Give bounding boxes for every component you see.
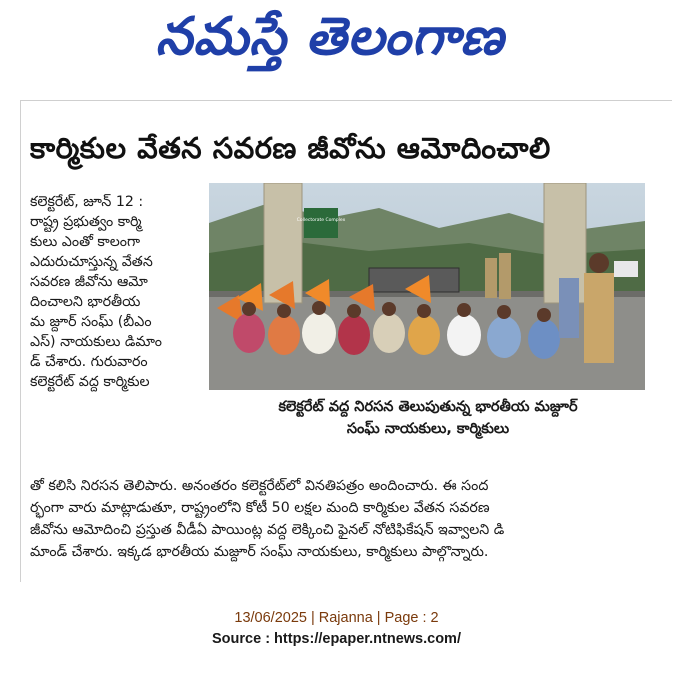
column-line: ఎస్‌) నాయకులు డిమాం	[30, 334, 162, 350]
signboard-text: Collectorate Complex	[296, 218, 346, 223]
article-headline: కార్మికుల వేతన సవరణ జీవోను ఆమోదించాలి	[30, 131, 551, 165]
body-line: మాండ్‌ చేశారు. ఇక్కడ భారతీయ మజ్దూర్‌ సంఘ్‌ నాయకులు, కార్మికులు పాల్గొన్నారు.	[30, 544, 489, 560]
protester-head	[382, 302, 396, 316]
protester	[302, 312, 336, 354]
police-officer	[485, 258, 497, 298]
police-officer	[499, 253, 511, 299]
protester-head	[417, 304, 431, 318]
column-line: ఎదురుచూస్తున్న వేతన	[30, 254, 153, 270]
edition-meta: 13/06/2025 | Rajanna | Page : 2	[234, 610, 439, 626]
protester-head	[242, 302, 256, 316]
protester	[408, 315, 440, 355]
photo-caption	[218, 396, 638, 440]
column-line: కలెక్టరేట్‌ వద్ద కార్మికుల	[30, 374, 150, 390]
column-line: దించాలని భారతీయ	[30, 294, 141, 310]
column-line: కులు ఎంతో కాలంగా	[30, 234, 141, 250]
protester	[373, 313, 405, 353]
protest-photo	[209, 183, 645, 390]
protester-head	[312, 301, 326, 315]
protester-head	[347, 304, 361, 318]
masthead	[0, 0, 673, 78]
collectorate-signboard	[304, 208, 338, 238]
standing-officer	[584, 273, 614, 363]
column-line: సవరణ జీవోను ఆమో	[30, 274, 148, 290]
source-link[interactable]: Source : https://epaper.ntnews.com/	[212, 631, 461, 647]
protester	[528, 319, 560, 359]
protester	[447, 314, 481, 356]
column-line: మ జ్దూర్‌ సంఘ్‌ (బీఎం	[30, 314, 152, 330]
body-line: తో కలిసి నిరసన తెలిపారు. అనంతరం కలెక్టరేట్‌లో వినతిపత్రం అందించారు. ఈ సంద	[30, 478, 489, 494]
officer-head	[589, 253, 609, 273]
protester	[487, 316, 521, 358]
protester-head	[537, 308, 551, 322]
protester	[338, 315, 370, 355]
footer	[0, 608, 673, 650]
protester-head	[497, 305, 511, 319]
protester	[233, 313, 265, 353]
parked-car	[614, 261, 638, 277]
column-line: రాష్ట్ర ప్రభుత్వం కార్మి	[30, 214, 142, 230]
protester-head	[457, 303, 471, 317]
gate-pillar-left	[264, 183, 302, 303]
protester	[268, 315, 300, 355]
newspaper-logo: నమస్తే తెలంగాణ	[155, 7, 505, 67]
column-line: కలెక్టరేట్‌, జూన్‌ 12 :	[30, 194, 144, 210]
caption-line: సంఘ్‌ నాయకులు, కార్మికులు	[346, 421, 510, 437]
body-line: ర్భంగా వారు మాట్లాడుతూ, రాష్ట్రంలోని కోటీ 50 లక్షల మంది కార్మికుల వేతన సవరణ	[30, 500, 490, 516]
caption-line: కలెక్టరేట్‌ వద్ద నిరసన తెలుపుతున్న భారతీయ మజ్దూర్‌	[278, 399, 578, 415]
protester-head	[277, 304, 291, 318]
column-line: డ్‌ చేశారు. గురువారం	[30, 354, 148, 370]
standing-person	[559, 278, 579, 338]
article-column	[30, 192, 200, 392]
article-body	[30, 475, 645, 563]
body-line: జీవోను ఆమోదించి ప్రస్తుత వీడీఏ పాయింట్ల వద్ద లెక్కించి ఫైనల్‌ నోటిఫికేషన్‌ ఇవ్వాలని డి	[30, 522, 505, 538]
protest-photo-illustration	[209, 183, 645, 390]
